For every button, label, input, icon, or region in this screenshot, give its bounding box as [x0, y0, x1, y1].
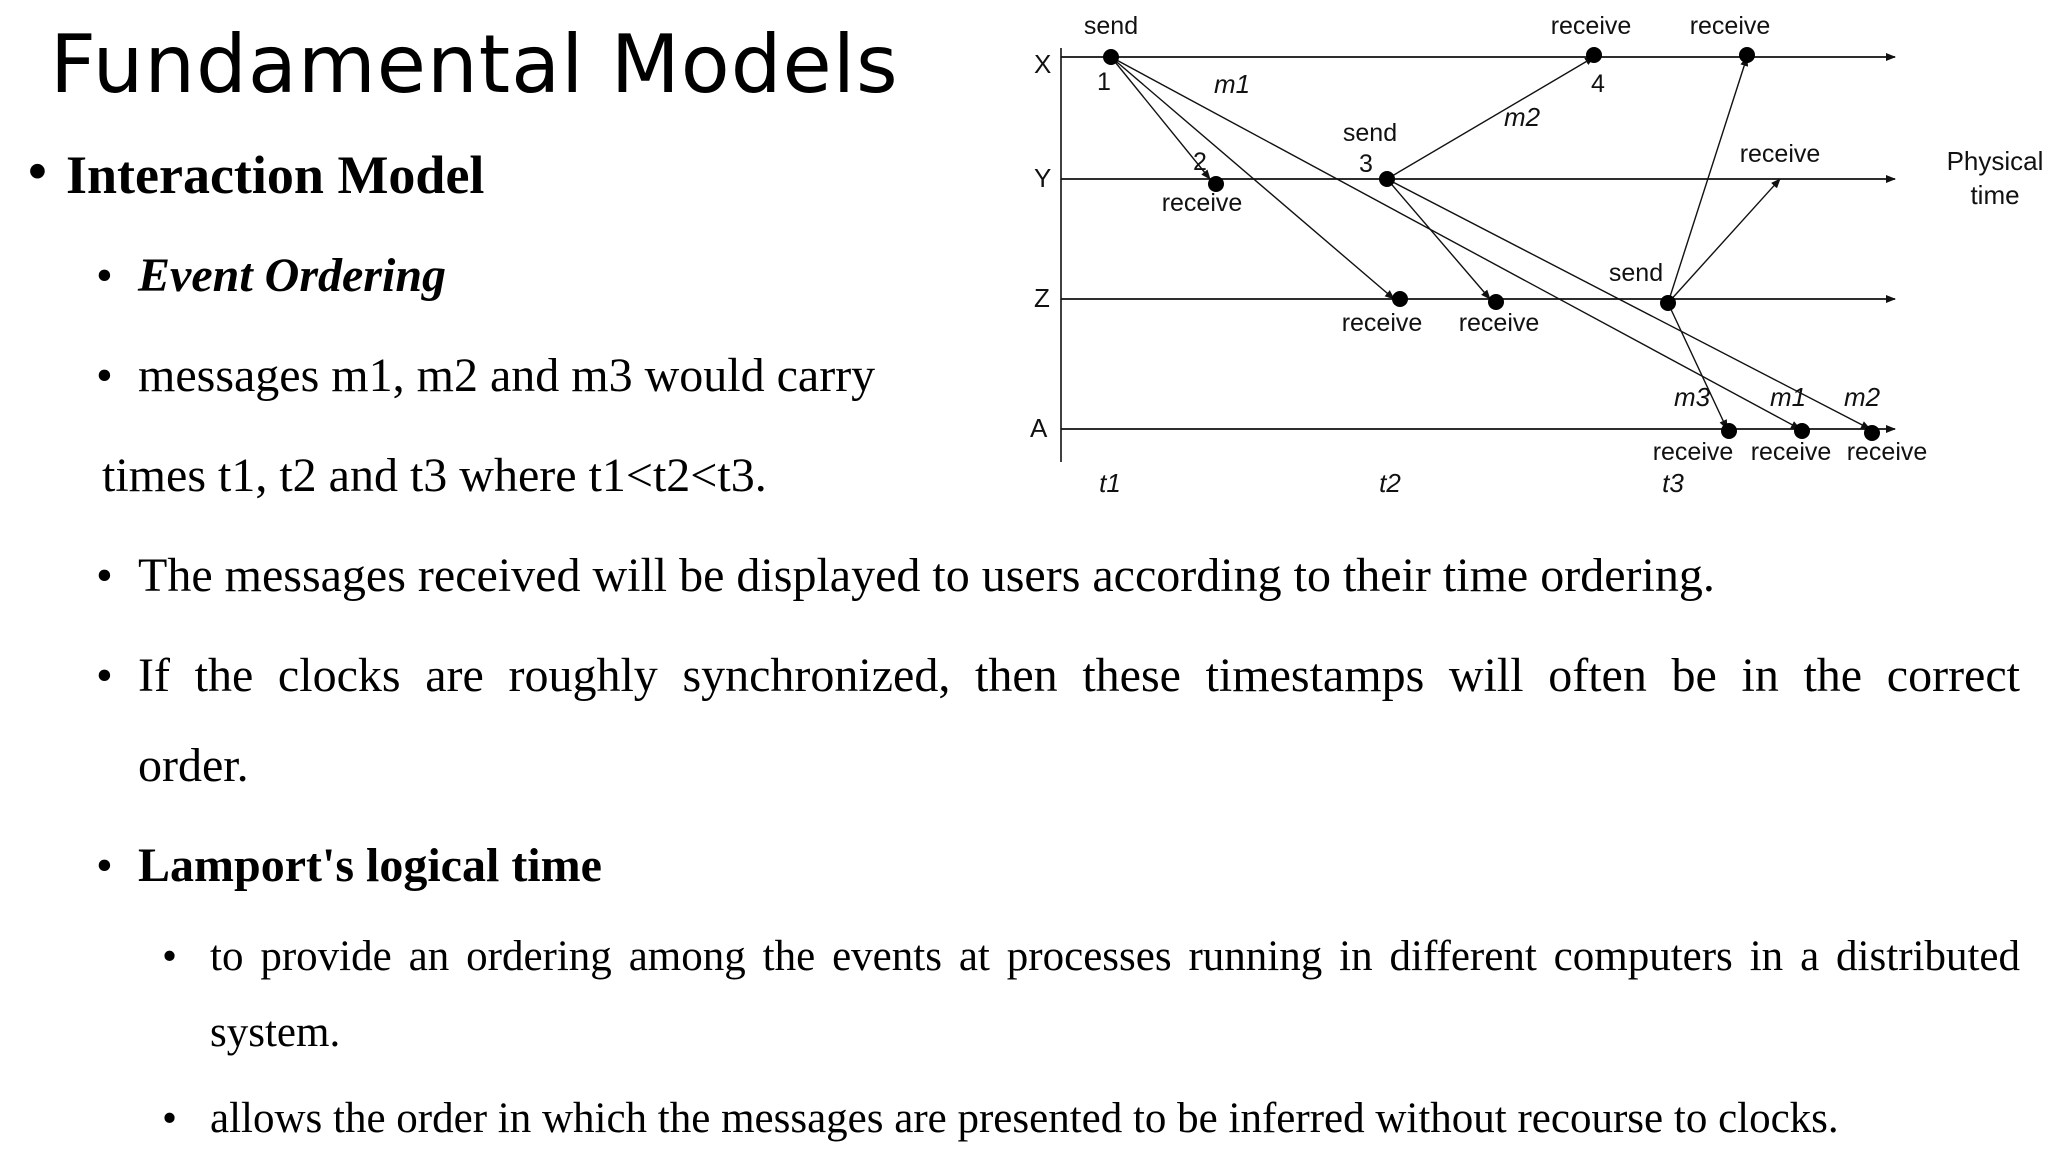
event-label-y-receive-2: receive	[1161, 189, 1243, 217]
time-mark-t3: t3	[1662, 468, 1684, 498]
bullet-dot: •	[162, 933, 178, 980]
time-mark-t2: t2	[1379, 468, 1401, 498]
clocks-text-line1: If the clocks are roughly synchronized, then these timestamps will often be in the correct	[138, 649, 2020, 702]
event-label-x-receive: receive	[1689, 12, 1771, 40]
allows-text: allows the order in which the messages are presented to be inferred without recourse to clocks.	[210, 1095, 1839, 1142]
event-dot-a-receive-m3	[1721, 423, 1737, 439]
event-label-z-receive-a: receive	[1341, 309, 1423, 337]
event-label-z-send: send	[1608, 259, 1664, 287]
message-arrow-m2-y-to-x	[1387, 57, 1594, 179]
clocks-text-line2: order.	[138, 739, 249, 792]
event-dot-z-receive-a	[1392, 291, 1408, 307]
event-label-x-receive-4: receive	[1550, 12, 1632, 40]
provide-text-line2: system.	[210, 1009, 341, 1056]
event-number-3: 3	[1359, 150, 1373, 178]
lamport-space-time-diagram	[1000, 0, 2048, 510]
process-label-x: X	[1034, 49, 1052, 79]
message-label-m1-bottom: m1	[1770, 382, 1807, 412]
event-label-a-receive-m2: receive	[1846, 438, 1928, 466]
event-label-a-receive-m3: receive	[1652, 438, 1734, 466]
messages-text-line1: messages m1, m2 and m3 would carry	[138, 349, 876, 402]
bullet-dot: •	[96, 349, 113, 402]
bullet-dot: •	[96, 649, 113, 702]
physical-time-label: Physical	[1946, 146, 2044, 176]
message-arrow-x-to-z	[1111, 57, 1394, 299]
bullet-dot: •	[96, 549, 113, 602]
event-dot-z-receive-b	[1488, 294, 1504, 310]
event-dot-x-receive-4	[1586, 47, 1602, 63]
time-mark-t1: t1	[1099, 468, 1121, 498]
interaction-model-heading: Interaction Model	[66, 145, 485, 205]
message-label-m2-top: m2	[1504, 102, 1541, 132]
message-label-m3-bottom: m3	[1674, 382, 1711, 412]
message-arrow-z-to-y	[1668, 179, 1780, 303]
event-number-4: 4	[1591, 70, 1605, 98]
event-label-y-receive: receive	[1739, 140, 1821, 168]
event-label-y-send-3: send	[1342, 119, 1398, 147]
event-dot-a-receive-m1	[1794, 423, 1810, 439]
message-label-m2-bottom: m2	[1844, 382, 1881, 412]
bullet-dot: •	[96, 839, 113, 892]
event-label-z-receive-b: receive	[1458, 309, 1540, 337]
event-dot-y-send-3	[1379, 171, 1395, 187]
event-label-a-receive-m1: receive	[1750, 438, 1832, 466]
bullet-dot: •	[96, 249, 113, 302]
messages-text-line2: times t1, t2 and t3 where t1<t2<t3.	[102, 449, 767, 502]
event-label-x-send: send	[1083, 12, 1139, 40]
event-number-2: 2	[1193, 148, 1207, 176]
lamport-heading: Lamport's logical time	[138, 839, 602, 892]
message-arrow-m1-x-to-a	[1111, 57, 1800, 429]
message-arrow-y-to-z	[1387, 179, 1490, 299]
slide-title: Fundamental Models	[50, 18, 899, 111]
displayed-text: The messages received will be displayed to users according to their time ordering.	[138, 549, 1715, 602]
process-label-z: Z	[1034, 283, 1050, 313]
event-number-1: 1	[1097, 68, 1111, 96]
event-dot-x-receive	[1739, 47, 1755, 63]
bullet-dot: •	[28, 141, 47, 201]
event-dot-z-send	[1660, 295, 1676, 311]
event-ordering-heading: Event Ordering	[138, 249, 447, 302]
bullet-dot: •	[162, 1095, 178, 1142]
message-label-m1-top: m1	[1214, 69, 1251, 99]
event-dot-x-send	[1103, 49, 1119, 65]
provide-text-line1: to provide an ordering among the events at processes running in different computers in a distributed	[210, 933, 2020, 980]
process-label-y: Y	[1034, 163, 1052, 193]
message-arrow-z-to-x	[1668, 57, 1747, 303]
physical-time-label-2: time	[1970, 180, 2020, 210]
process-label-a: A	[1030, 413, 1048, 443]
